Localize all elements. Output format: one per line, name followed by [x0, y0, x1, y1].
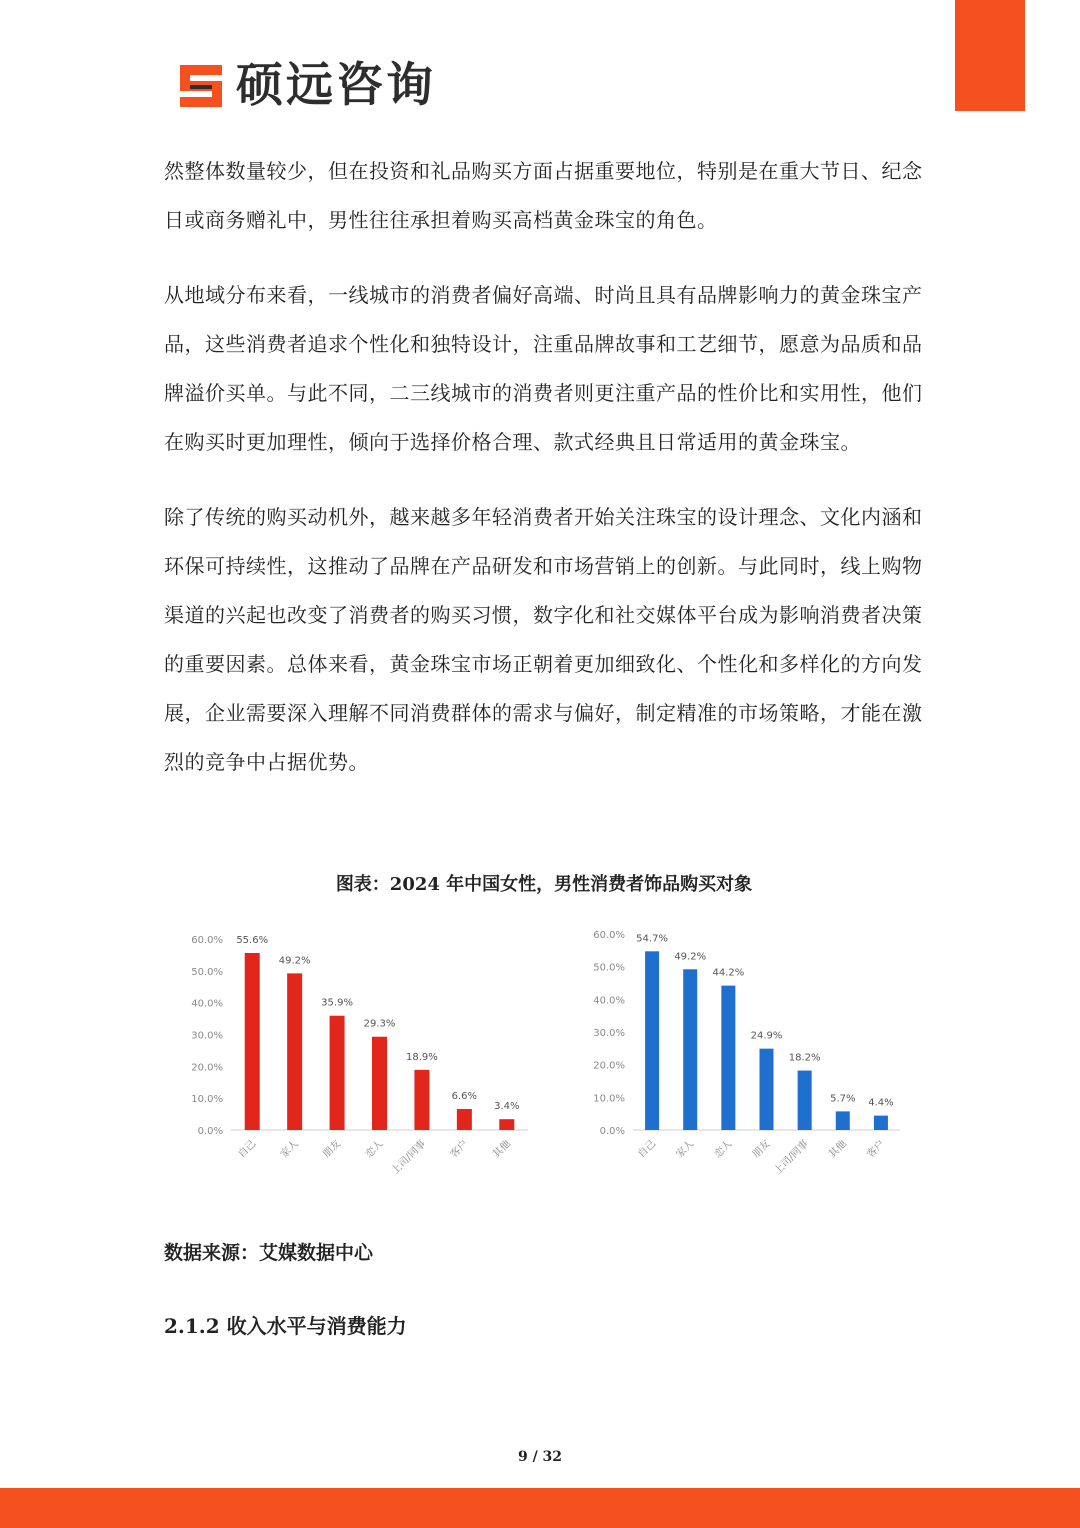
paragraph: 除了传统的购买动机外，越来越多年轻消费者开始关注珠宝的设计理念、文化内涵和环保可持续性，这推动了品牌在产品研发和市场营销上的创新。与此同时，线上购物渠道的兴起也改变了消费者的购买习惯，数字化和社交媒体平台成为影响消费者决策的重要因素。总体来看，黄金珠宝市场正朝着更加细致化、个性化和多样化的方向发展，企业需要深入理解不同消费群体的需求与偏好，制定精准的市场策略，才能在激烈的竞争中占据优势。: [164, 505, 923, 774]
page-number: 9 / 32: [517, 1449, 563, 1465]
bar: [287, 973, 302, 1130]
category-label: 恋人: [712, 1138, 735, 1161]
brand-s-logo-icon: [176, 61, 226, 111]
figure-title: 图表：2024 年中国女性，男性消费者饰品购买对象: [335, 874, 753, 895]
data-label: 49.2%: [674, 951, 707, 963]
bar: [798, 1071, 812, 1130]
bar: [721, 986, 735, 1130]
y-tick-label: 50.0%: [191, 966, 223, 978]
data-label: 35.9%: [321, 997, 353, 1009]
data-label: 55.6%: [236, 935, 269, 947]
data-label: 24.9%: [750, 1030, 783, 1042]
bar: [683, 969, 697, 1130]
bar: [836, 1111, 850, 1130]
y-tick-label: 0.0%: [197, 1126, 223, 1137]
category-label: 其他: [826, 1138, 849, 1161]
y-tick-label: 10.0%: [593, 1093, 625, 1105]
data-label: 3.4%: [494, 1101, 520, 1113]
data-label: 54.7%: [636, 933, 668, 945]
bar: [457, 1109, 472, 1130]
y-tick-label: 30.0%: [191, 1030, 223, 1042]
data-label: 29.3%: [363, 1018, 396, 1030]
category-label: 朋友: [321, 1138, 344, 1161]
bar: [874, 1116, 888, 1130]
data-label: 4.4%: [868, 1097, 894, 1109]
y-tick-label: 60.0%: [191, 935, 223, 946]
y-tick-label: 20.0%: [191, 1062, 223, 1074]
y-tick-label: 60.0%: [593, 930, 625, 941]
male-purchase-chart: [578, 922, 918, 1182]
body-text: [164, 147, 924, 813]
category-label: 上司/同事: [772, 1138, 811, 1177]
female-chart-svg: [176, 922, 546, 1182]
category-label: 家人: [278, 1138, 301, 1161]
data-label: 5.7%: [830, 1093, 856, 1105]
category-label: 客户: [865, 1138, 888, 1161]
category-label: 自己: [636, 1138, 659, 1161]
male-chart-svg: [578, 922, 918, 1182]
data-label: 18.2%: [788, 1052, 821, 1064]
section-heading: 2.1.2 收入水平与消费能力: [164, 1314, 407, 1338]
y-tick-label: 40.0%: [191, 998, 223, 1010]
y-tick-label: 30.0%: [593, 1028, 625, 1039]
bar: [330, 1016, 345, 1130]
y-tick-label: 40.0%: [593, 995, 625, 1007]
data-label: 18.9%: [406, 1051, 438, 1063]
category-label: 其他: [490, 1138, 513, 1161]
paragraph: 从地域分布来看，一线城市的消费者偏好高端、时尚且具有品牌影响力的黄金珠宝产品，这些消费者追求个性化和独特设计，注重品牌故事和工艺细节，愿意为品质和品牌溢价买单。与此不同，二三线城市的消费者则更注重产品的性价比和实用性，他们在购买时更加理性，倾向于选择价格合理、款式经典且日常适用的黄金珠宝。: [164, 283, 923, 454]
category-label: 上司/同事: [389, 1138, 429, 1177]
bar: [499, 1119, 514, 1130]
data-label: 6.6%: [451, 1090, 478, 1102]
y-tick-label: 10.0%: [191, 1094, 223, 1106]
data-label: 49.2%: [278, 955, 311, 967]
paragraph: 然整体数量较少，但在投资和礼品购买方面占据重要地位，特别是在重大节日、纪念日或商务赠礼中，男性往往承担着购买高档黄金珠宝的角色。: [164, 159, 923, 232]
bar: [414, 1070, 429, 1130]
female-purchase-chart: [176, 922, 546, 1182]
y-tick-label: 50.0%: [593, 962, 625, 974]
corner-accent-block: [955, 0, 1025, 111]
y-tick-label: 20.0%: [593, 1060, 625, 1072]
category-label: 客户: [448, 1138, 471, 1161]
data-source: 数据来源：艾媒数据中心: [164, 1242, 374, 1264]
category-label: 朋友: [750, 1138, 773, 1161]
category-label: 自己: [236, 1138, 259, 1161]
y-tick-label: 0.0%: [599, 1126, 625, 1137]
brand-logo: [176, 58, 436, 114]
data-label: 44.2%: [712, 967, 745, 979]
bar: [645, 951, 659, 1130]
category-label: 恋人: [363, 1138, 386, 1161]
bar: [760, 1049, 774, 1130]
bar: [372, 1037, 387, 1130]
bar: [245, 953, 260, 1130]
category-label: 家人: [674, 1138, 697, 1161]
logo-text: 硕远咨询: [236, 58, 436, 113]
footer-accent-bar: [0, 1488, 1080, 1528]
